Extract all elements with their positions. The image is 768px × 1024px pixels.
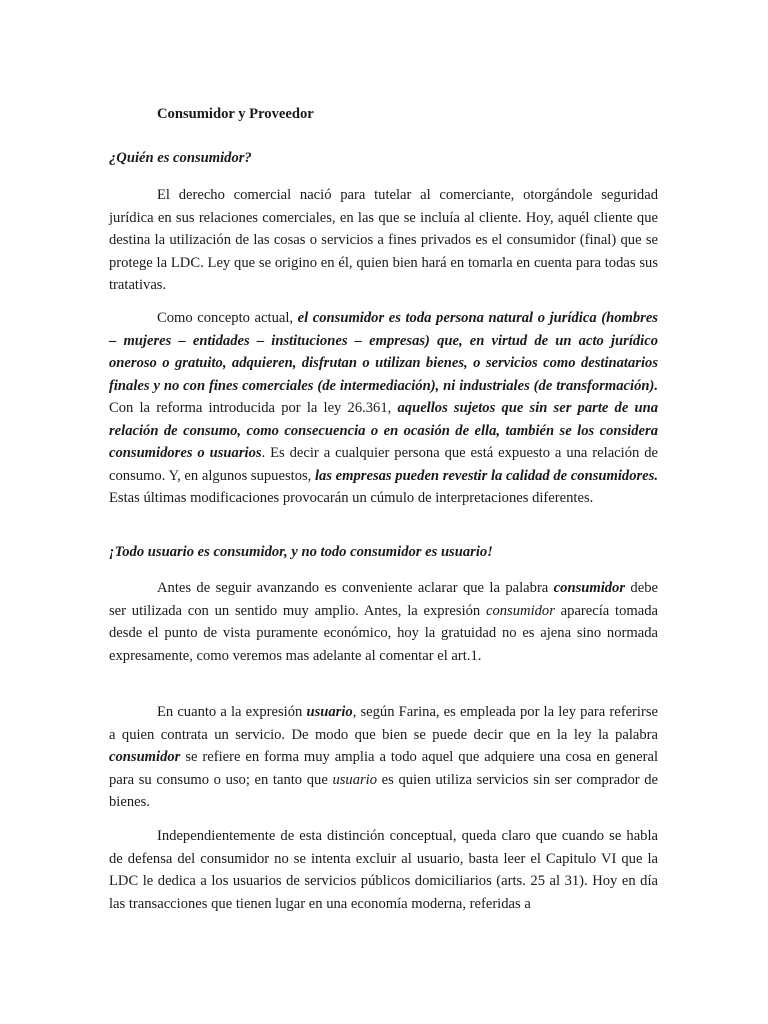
emphasis-segment: las empresas pueden revestir la calidad de consumidores. bbox=[314, 467, 658, 484]
document-heading: Consumidor y Proveedor bbox=[157, 106, 314, 122]
text-segment: aparecía tomada desde el punto de vista puramente económico, hoy la gratuidad no es ajena sino normada expresamente, como veremos mas adelante al comentar el art.1. bbox=[109, 602, 658, 664]
emphasis-segment: usuario bbox=[306, 704, 353, 720]
section-question-user: ¡Todo usuario es consumidor, y no todo consumidor es usuario! bbox=[109, 544, 493, 560]
emphasis-segment: aquellos sujetos que sin ser parte de una relación de consumo, como consecuencia o en ocasión de ella, también se los considera consumidores o usuarios bbox=[109, 400, 659, 461]
text-segment: Como concepto actual, bbox=[157, 310, 298, 326]
text-segment: se refiere en forma muy amplia a todo aquel que adquiere una cosa en general para su consumo o uso; en tanto que bbox=[109, 749, 658, 788]
emphasis-segment: consumidor bbox=[553, 580, 626, 596]
text-segment: Estas últimas modificaciones provocarán un cúmulo de interpretaciones diferentes. bbox=[109, 490, 594, 506]
text-segment: . Es decir a cualquier persona que está expuesto a una relación de consumo. Y, en algunos supuestos, bbox=[109, 445, 658, 484]
paragraph-commercial-law: El derecho comercial nació para tutelar al comerciante, otorgándole seguridad jurídica en sus relaciones comerciales, en las que se incluía al cliente. Hoy, aquél cliente que destina la utilización de las cosas o servicios a fines privados es el consumidor (final) que se protege la LDC. Ley que se origino en él, quien bien hará en tomarla en cuenta para todas sus tratativas. bbox=[109, 187, 658, 293]
paragraph-conceptual-distinction: Independientemente de esta distinción conceptual, queda claro que cuando se habla de defensa del consumidor no se intenta excluir al usuario, basta leer el Capitulo VI que la LDC le dedica a los usuarios de servicios públicos domiciliarios (arts. 25 al 31). Hoy en día las transacciones que tienen lugar en una economía moderna, referidas a bbox=[109, 828, 658, 912]
text-segment: es quien utiliza servicios sin ser comprador de bienes. bbox=[109, 771, 658, 810]
italic-segment: consumidor bbox=[485, 602, 555, 619]
italic-segment: usuario bbox=[332, 771, 378, 788]
paragraph-user-expression bbox=[109, 701, 658, 814]
text-segment: debe ser utilizada con un sentido muy amplio. Antes, la expresión bbox=[109, 580, 658, 619]
section-question-consumer: ¿Quién es consumidor? bbox=[109, 150, 252, 166]
paragraph-consumer-word bbox=[109, 577, 658, 667]
emphasis-segment: el consumidor es toda persona natural o jurídica (hombres – mujeres – entidades – instituciones – empresas) que, en virtud de un acto jurídico oneroso o gratuito, adquieren, disfrutan o utilizan bienes, o servicios como destinatarios finales y no con fines comerciales (de intermediación), ni industriales (de transformación). bbox=[109, 310, 658, 394]
text-segment: En cuanto a la expresión bbox=[157, 704, 307, 720]
emphasis-segment: consumidor bbox=[109, 749, 181, 765]
text-segment: , según Farina, es empleada por la ley para referirse a quien contrata un servicio. De modo que bien se puede decir que en la ley la palabra bbox=[109, 704, 658, 743]
paragraph-consumer-definition bbox=[109, 307, 658, 510]
text-segment: Antes de seguir avanzando es conveniente aclarar que la palabra bbox=[157, 580, 554, 596]
text-segment: Con la reforma introducida por la ley 26.361, bbox=[109, 400, 398, 416]
